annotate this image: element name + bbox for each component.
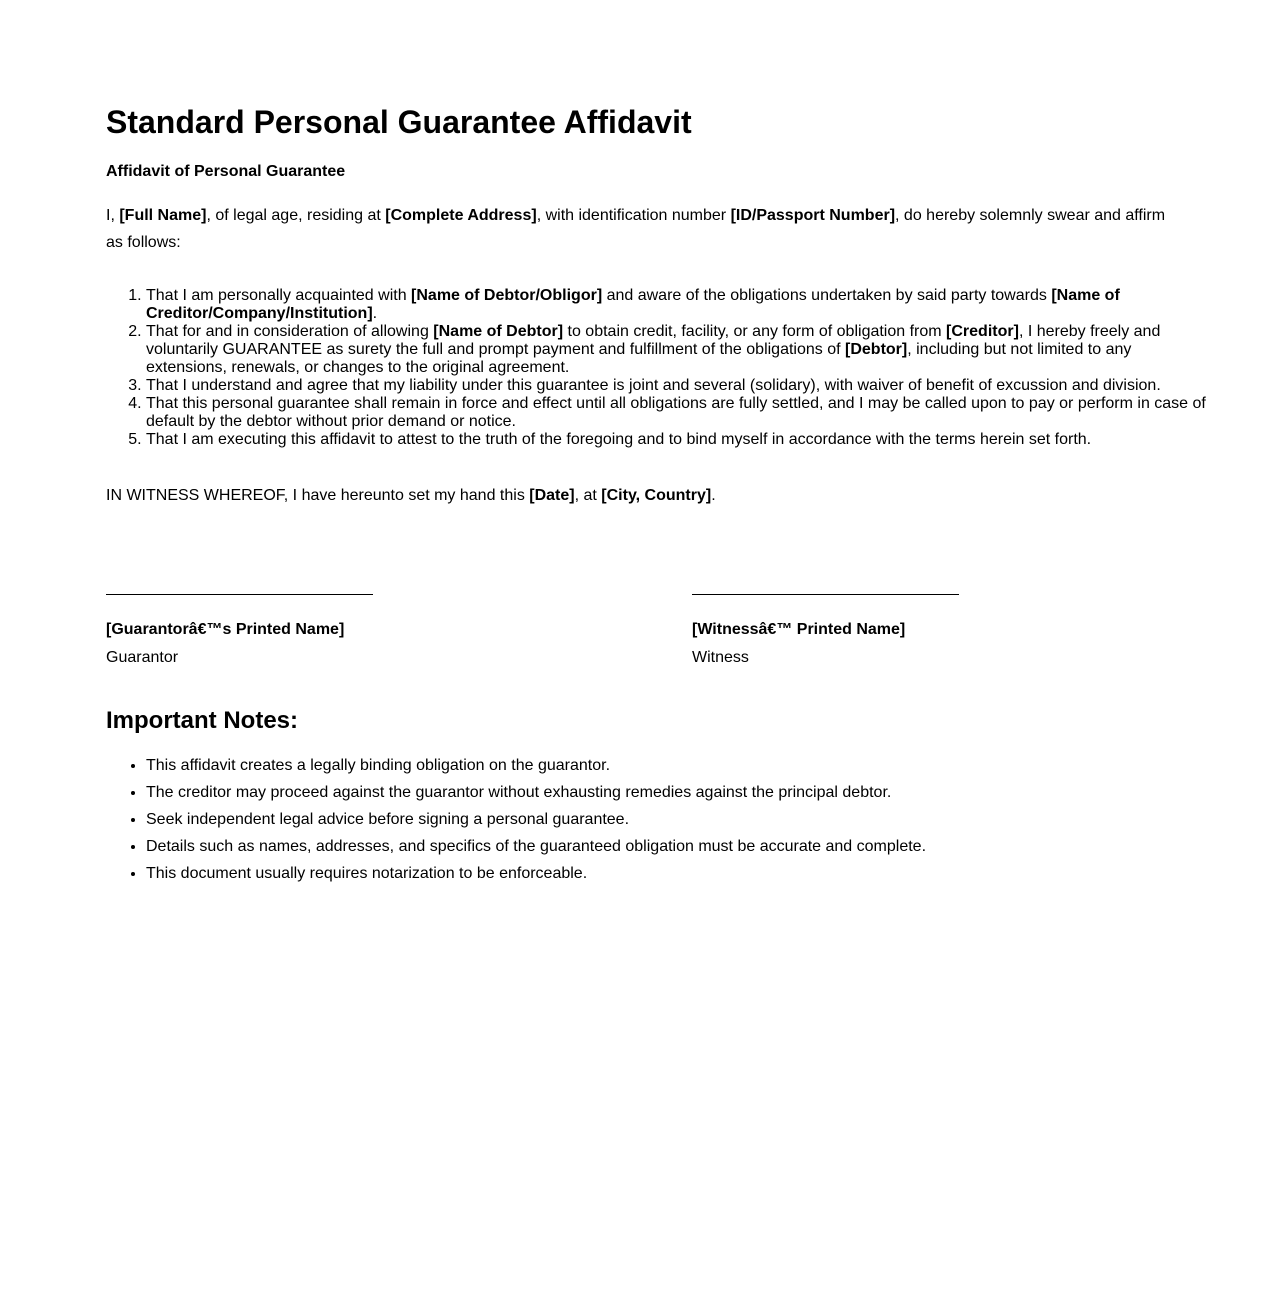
intro-text: , of legal age, residing at <box>206 207 386 224</box>
note-item: • This document usually requires notarization to be enforceable. <box>146 860 1212 887</box>
clause-text: , including but not limited to any extensions, renewals, or changes to the original agreement. <box>146 341 1132 376</box>
document-subtitle: Affidavit of Personal Guarantee <box>106 163 346 180</box>
clause-item <box>146 323 1212 377</box>
place-placeholder: [City, Country] <box>601 487 712 504</box>
witness-signature-line <box>692 594 959 595</box>
guarantor-role-label: Guarantor <box>106 649 179 666</box>
date-placeholder: [Date] <box>529 487 575 504</box>
notes-list <box>106 752 1212 887</box>
clause-text: . <box>372 305 378 322</box>
guarantor-signature-line <box>106 594 373 595</box>
guarantor-printed-name: [Guarantorâ€™s Printed Name] <box>106 621 345 638</box>
clause-text: to obtain credit, facility, or any form of obligation from <box>563 323 947 340</box>
clause-item <box>146 287 1212 323</box>
intro-paragraph <box>106 202 1172 256</box>
clause-text: That for and in consideration of allowing <box>146 323 434 340</box>
creditor-institution-placeholder: [Name of Creditor/Company/Institution] <box>146 287 1120 322</box>
clause-text: That I am executing this affidavit to attest to the truth of the foregoing and to bind myself in accordance with the terms herein set forth. <box>146 431 1092 448</box>
intro-text: I, <box>106 207 120 224</box>
address-placeholder: [Complete Address] <box>385 207 537 224</box>
debtor-name-placeholder: [Name of Debtor] <box>433 323 564 340</box>
debtor-placeholder: [Debtor] <box>845 341 908 358</box>
document-title: Standard Personal Guarantee Affidavit <box>106 104 692 140</box>
full-name-placeholder: [Full Name] <box>119 207 207 224</box>
witness-text: IN WITNESS WHEREOF, I have hereunto set my hand this <box>106 487 530 504</box>
clause-text: , I hereby freely and voluntarily GUARANTEE as surety the full and prompt payment and fulfillment of the obligations of <box>146 323 1161 358</box>
witness-signature-block <box>692 584 960 666</box>
clause-text: and aware of the obligations undertaken by said party towards <box>602 287 1052 304</box>
guarantor-signature-block <box>106 584 374 666</box>
clauses-list <box>106 287 1212 449</box>
debtor-obligor-placeholder: [Name of Debtor/Obligor] <box>411 287 603 304</box>
note-item: • This affidavit creates a legally binding obligation on the guarantor. <box>146 752 1212 779</box>
notes-heading: Important Notes: <box>106 707 298 734</box>
witness-role-label: Witness <box>692 649 749 666</box>
clause-text: That I am personally acquainted with <box>146 287 412 304</box>
clause-text: That this personal guarantee shall remain in force and effect until all obligations are fully settled, and I may be called upon to pay or perform in case of default by the debtor without prior demand or notice. <box>146 395 1206 430</box>
witness-text: , at <box>574 487 602 504</box>
note-item: • Seek independent legal advice before signing a personal guarantee. <box>146 806 1212 833</box>
creditor-placeholder: [Creditor] <box>946 323 1019 340</box>
note-item: • The creditor may proceed against the guarantor without exhausting remedies against the principal debtor. <box>146 779 1212 806</box>
clause-item <box>146 377 1212 395</box>
intro-text: , with identification number <box>536 207 731 224</box>
witness-printed-name: [Witnessâ€™ Printed Name] <box>692 621 906 638</box>
clause-item <box>146 395 1212 431</box>
note-item: • Details such as names, addresses, and specifics of the guaranteed obligation must be accurate and complete. <box>146 833 1212 860</box>
witness-text: . <box>711 487 716 504</box>
clause-text: That I understand and agree that my liability under this guarantee is joint and several (solidary), with waiver of benefit of excussion and division. <box>146 377 1161 394</box>
id-number-placeholder: [ID/Passport Number] <box>730 207 896 224</box>
witness-clause <box>106 486 716 506</box>
clause-item <box>146 431 1212 449</box>
intro-text: , do hereby solemnly swear and affirm as follows: <box>106 207 1166 251</box>
